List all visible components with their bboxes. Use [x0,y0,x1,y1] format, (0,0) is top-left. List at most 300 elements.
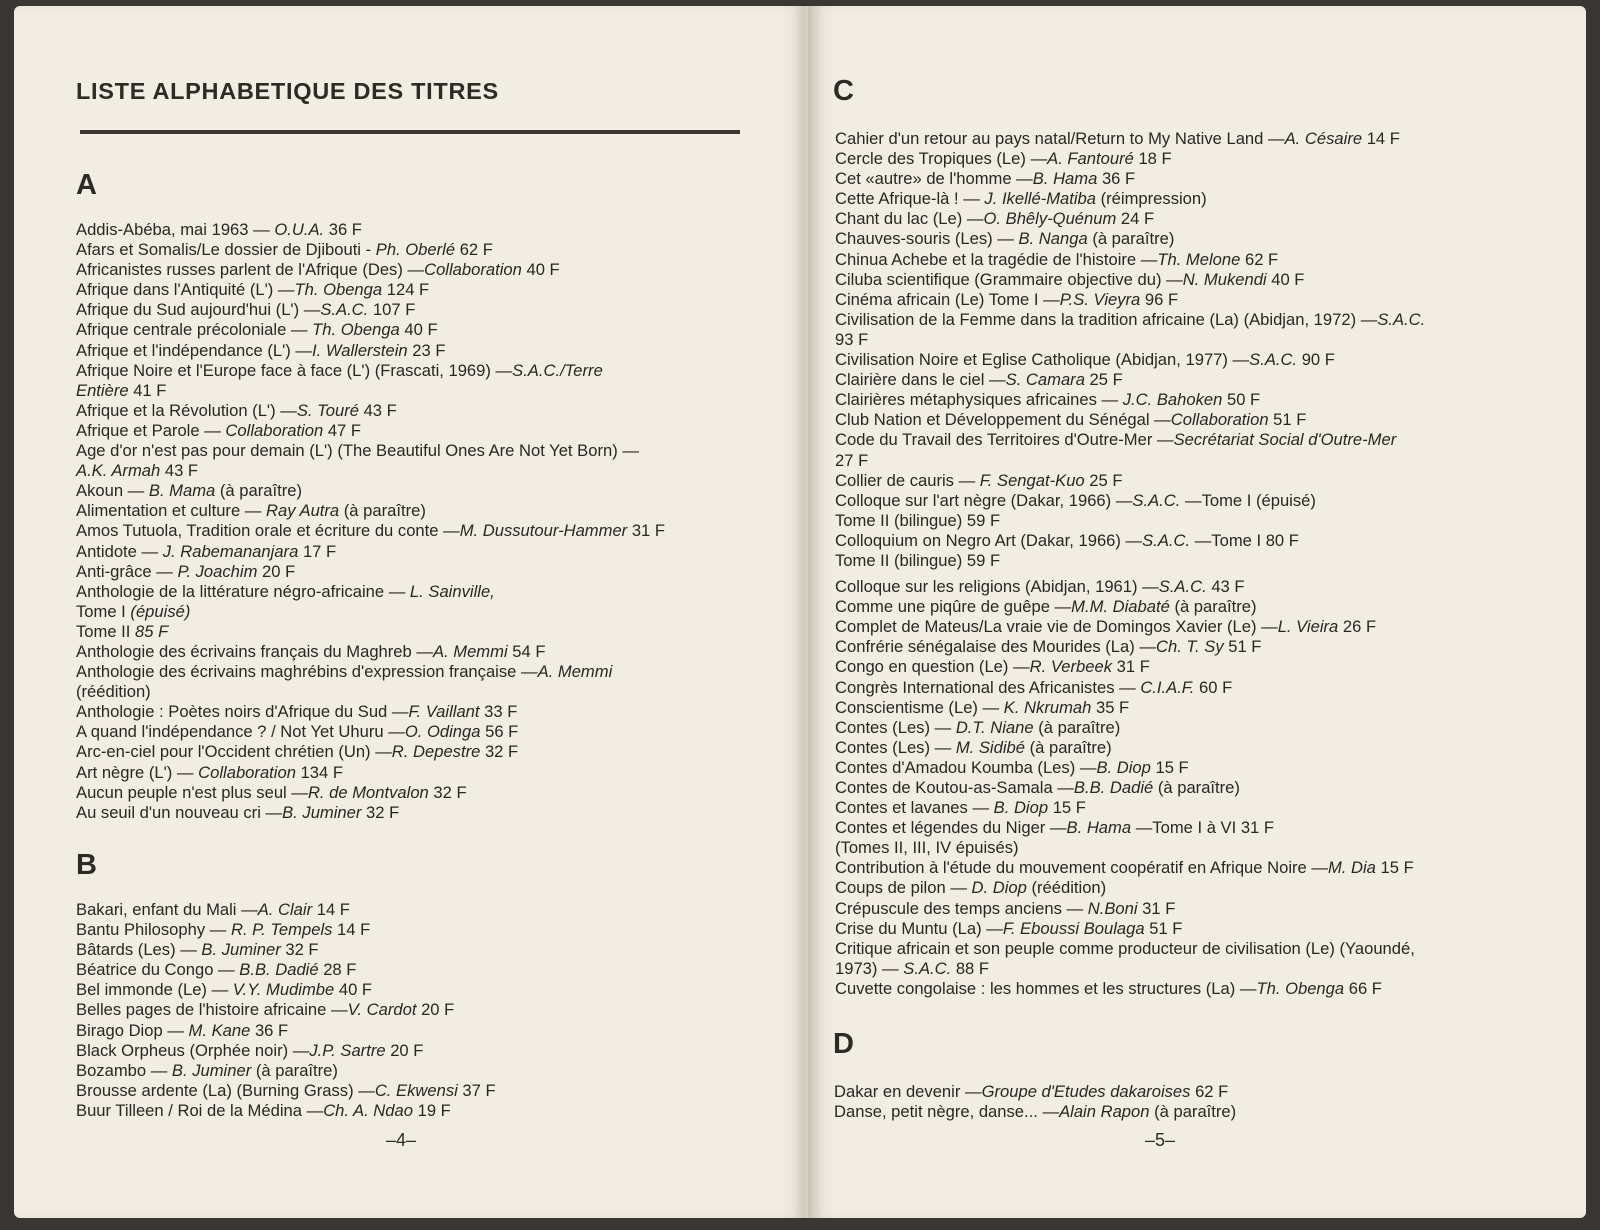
list-item [835,738,1425,758]
entry-author: S.A.C. [1377,309,1426,329]
entry-title: Contes et lavanes — [835,798,994,818]
entry-price: 96 F [1140,289,1179,309]
entry-title: Béatrice du Congo — [76,960,240,980]
list-item [835,698,1425,718]
list-item [76,602,665,622]
entry-title: Cuvette congolaise : les hommes et les structures (La) — [835,978,1257,998]
list-item [76,421,665,441]
entry-title: Confrérie sénégalaise des Mourides (La) — [835,637,1156,657]
entry-title: Coups de pilon — [835,878,972,898]
entry-price: 62 F [1240,249,1279,269]
list-item [76,960,496,980]
list-item [834,1102,1236,1122]
entry-price: 14 F [312,900,350,919]
list-item [835,350,1425,370]
list-item [76,742,665,762]
page-number: –5– [1145,1130,1176,1150]
entry-price: 32 F [280,940,319,960]
entry-price: 19 F [412,1100,451,1120]
list-item [76,361,665,381]
list-item [76,763,665,783]
entry-title: Anthologie des écrivains français du Maghreb — [76,641,433,661]
entry-author: V. Cardot [347,1000,417,1020]
entry-author: M. Dussutour-Hammer [459,521,628,541]
list-item [835,209,1425,229]
list-item [76,260,665,280]
entry-title: Congo en question (Le) — [835,657,1030,677]
entry-author: J. Ikellé-Matiba [984,189,1097,209]
entry-price: 40 F [521,260,560,280]
list-item [835,451,1425,471]
entry-title: Afrique dans l'Antiquité (L') — [76,280,295,300]
list-item [835,149,1425,169]
entry-price: —Tome I 80 F [1190,530,1299,550]
entry-title: Antidote — [76,541,163,561]
section-letter-c: C [833,75,854,107]
entry-price: 43 F [160,461,199,481]
entry-title: Contes (Les) — [835,737,956,757]
entry-title: Afrique Noire et l'Europe face à face (L') (Frascati, 1969) — [76,360,513,380]
entry-author: Secrétariat Social d'Outre-Mer [1173,430,1397,450]
entry-author: P.S. Vieyra [1059,289,1141,309]
section-letter-b: B [76,849,97,881]
entry-list-b [76,900,496,1121]
entry-price: 33 F [479,702,518,722]
entry-author: A. Memmi [432,641,508,661]
entry-title: Afrique et Parole — [76,420,226,440]
list-item [835,577,1425,597]
entry-title: Cinéma africain (Le) Tome I — [835,289,1060,309]
entry-price: —Tome I à VI 31 F [1131,818,1275,838]
list-item [76,940,496,960]
entry-title: Contes (Les) — [835,717,956,737]
page-title: LISTE ALPHABETIQUE DES TITRES [76,78,499,104]
entry-author: A. Memmi [537,662,613,682]
entry-author: Collaboration [225,420,324,440]
entry-author: O. Bhêly-Quénum [983,209,1117,229]
list-item [835,491,1425,511]
entry-author: B. Juminer [282,802,362,822]
entry-author: M. Dia [1327,858,1376,878]
entry-author: L. Sainville, [409,581,495,601]
entry-title: 27 F [835,450,869,470]
entry-author: F. Eboussi Boulaga [1002,918,1145,938]
entry-title: Colloque sur les religions (Abidjan, 1961) — [835,577,1159,597]
list-item [835,919,1425,939]
entry-price: (à paraître) [339,501,426,521]
entry-price: 15 F [1150,757,1189,777]
list-item [835,678,1425,698]
list-item [835,979,1425,999]
entry-author: Ray Autra [266,501,340,521]
entry-title: Tome II (bilingue) 59 F [835,510,1001,530]
list-item [76,682,665,702]
entry-price: (à paraître) [1024,737,1112,757]
entry-author: Th. Melone [1157,249,1241,269]
entry-title: Art nègre (L') — [76,762,199,782]
entry-price: 25 F [1084,370,1123,390]
entry-title: Cette Afrique-là ! — [835,189,985,209]
entry-title: Contribution à l'étude du mouvement coopératif en Afrique Noire — [835,858,1328,878]
entry-price: 37 F [457,1080,496,1100]
list-item [835,818,1425,838]
list-item [835,899,1425,919]
entry-author: A. Clair [257,900,313,919]
entry-price: 20 F [257,561,296,581]
list-item [76,622,665,642]
entry-price: 51 F [1144,918,1183,938]
entry-title: Addis-Abéba, mai 1963 — [76,220,275,239]
list-item [76,280,665,300]
entry-price: 36 F [250,1020,289,1040]
entry-author: Entière [76,380,129,400]
list-item [76,220,665,240]
entry-price: 54 F [507,641,546,661]
entry-title: Afrique et la Révolution (L') — [76,400,297,420]
entry-price: (à paraître) [215,481,302,501]
entry-title: Birago Diop — [76,1020,189,1040]
entry-author: J. Rabemananjara [162,541,299,561]
entry-title: Belles pages de l'histoire africaine — [76,1000,348,1020]
entry-price: 66 F [1344,978,1382,998]
entry-title: Cahier d'un retour au pays natal/Return to My Native Land — [835,129,1285,148]
entry-price: 43 F [1206,577,1245,597]
list-item [76,783,665,803]
entry-title: Crise du Muntu (La) — [835,918,1003,938]
list-item [76,1021,496,1041]
entry-price: 14 F [332,920,371,940]
entry-price: 50 F [1222,390,1261,410]
entry-author: S.A.C. [320,300,369,320]
entry-author: S.A.C. [903,958,952,978]
list-item [835,778,1425,798]
entry-list-d [834,1082,1236,1122]
entry-author: Ph. Oberlé [375,240,456,260]
entry-author: M. Kane [188,1020,251,1040]
entry-author: B.B. Dadié [239,960,319,980]
entry-author: P. Joachim [177,561,258,581]
entry-title: Alimentation et culture — [76,501,266,521]
entry-author: Collaboration [1170,410,1269,430]
entry-list-c [835,129,1425,999]
entry-author: Groupe d'Etudes dakaroises [981,1082,1191,1101]
entry-author: N.Boni [1087,898,1138,918]
entry-title: Chant du lac (Le) — [835,209,984,229]
entry-price: 32 F [361,802,400,822]
list-item [76,900,496,920]
entry-author: V.Y. Mudimbe [232,980,335,1000]
entry-author: S.A.C./Terre [512,360,603,380]
list-item [835,617,1425,637]
entry-title: Age d'or n'est pas pour demain (L') (The Beautiful Ones Are Not Yet Born) — [76,441,639,461]
list-item [76,481,665,501]
entry-price: 41 F [128,380,167,400]
entry-price: 62 F [455,240,493,260]
entry-list-a [76,220,665,823]
list-item [76,320,665,340]
entry-price: 31 F [1137,898,1176,918]
entry-price: 36 F [1097,169,1136,189]
entry-title: Comme une piqûre de guêpe — [835,597,1072,617]
entry-title: Bel immonde (Le) — [76,980,233,1000]
entry-price: 134 F [295,762,343,782]
entry-author: B.B. Dadié [1073,778,1154,797]
entry-price: (à paraître) [1033,717,1121,737]
entry-price: (à paraître) [1169,597,1257,617]
entry-title: Contes d'Amadou Koumba (Les) — [835,757,1097,777]
entry-title: Tome I [76,601,131,621]
entry-title: Anthologie des écrivains maghrébins d'expression française — [76,662,538,682]
entry-title: Bantu Philosophy — [76,920,231,940]
list-item [76,562,665,582]
entry-title: Collier de cauris — [835,470,980,490]
entry-author: (épuisé) [130,601,191,621]
left-page [14,6,808,1218]
entry-author: B. Juminer [171,1060,252,1080]
entry-price: 31 F [1112,657,1150,677]
entry-title: Clairière dans le ciel — [835,370,1006,390]
list-item [76,341,665,361]
entry-price: 31 F [627,521,666,541]
list-item [835,878,1425,898]
entry-title: Cet «autre» de l'homme — [835,169,1033,189]
list-item [835,657,1425,677]
entry-author: B. Hama [1032,169,1098,189]
entry-title: Bâtards (Les) — [76,940,202,960]
entry-author: Alain Rapon [1059,1102,1150,1122]
list-item [76,1000,496,1020]
entry-price: 47 F [323,420,362,440]
entry-author: L. Vieira [1277,617,1339,637]
list-item [835,250,1425,270]
list-item [76,1041,496,1061]
list-item [835,939,1425,959]
entry-price: —Tome I (épuisé) [1180,490,1316,510]
entry-price: 23 F [407,340,446,360]
list-item [76,582,665,602]
entry-title: Club Nation et Développement du Sénégal — [835,410,1171,430]
entry-title: Black Orpheus (Orphée noir) — [76,1040,310,1060]
entry-title: (réédition) [76,682,151,702]
entry-title: Contes de Koutou-as-Samala — [835,778,1074,797]
list-item [835,330,1425,350]
list-item [835,511,1425,531]
entry-price: 56 F [480,722,519,742]
list-item [835,430,1425,450]
entry-author: Collaboration [198,762,296,782]
entry-title: Crépuscule des temps anciens — [835,898,1088,918]
entry-title: Cercle des Tropiques (Le) — [835,149,1048,169]
entry-price: 62 F [1190,1082,1229,1101]
list-item [835,471,1425,491]
entry-price: 18 F [1133,149,1172,169]
entry-title: Afrique du Sud aujourd'hui (L') — [76,300,321,320]
entry-title: (Tomes II, III, IV épuisés) [835,838,1019,858]
entry-title: Afars et Somalis/Le dossier de Djibouti - [76,240,376,260]
entry-author: S.A.C. [1249,350,1298,370]
entry-author: B. Hama [1066,818,1132,838]
list-item [76,803,665,823]
entry-title: 93 F [835,329,869,349]
entry-price: 14 F [1362,129,1400,148]
entry-title: Afrique centrale précoloniale — [76,320,313,340]
entry-author: C. Ekwensi [374,1080,458,1100]
entry-price: 25 F [1084,470,1123,490]
list-item [835,290,1425,310]
entry-author: J.P. Sartre [309,1040,386,1060]
list-item [835,410,1425,430]
list-item [835,838,1425,858]
entry-author: S. Camara [1005,370,1085,390]
entry-title: Ciluba scientifique (Grammaire objective du) — [835,269,1183,289]
entry-author: F. Vaillant [408,702,480,722]
entry-title: Danse, petit nègre, danse... — [834,1102,1060,1122]
entry-author: S. Touré [296,400,359,420]
entry-price: 36 F [324,220,362,239]
section-letter-a: A [76,169,97,201]
entry-price: (à paraître) [1153,778,1240,797]
entry-author: Th. Obenga [1256,978,1345,998]
list-item [835,531,1425,551]
entry-price: 88 F [951,958,990,978]
list-item [76,381,665,401]
list-item [76,401,665,421]
entry-author: S.A.C. [1132,490,1181,510]
entry-title: A quand l'indépendance ? / Not Yet Uhuru — [76,722,405,742]
entry-author: K. Nkrumah [1003,697,1092,717]
entry-author: B. Juminer [201,940,281,960]
entry-price: 40 F [1266,269,1305,289]
list-item [835,189,1425,209]
entry-title: Colloquium on Negro Art (Dakar, 1966) — [835,530,1143,550]
entry-price: 40 F [334,980,373,1000]
entry-author: O. Odinga [404,722,481,742]
list-item [835,551,1425,571]
entry-title: Chauves-souris (Les) — [835,229,1019,249]
entry-price: 28 F [318,960,357,980]
list-item [835,390,1425,410]
entry-title: Civilisation Noire et Eglise Catholique (Abidjan, 1977) — [835,350,1250,370]
list-item [76,642,665,662]
entry-author: M. Sidibé [955,737,1025,757]
entry-author: B. Nanga [1018,229,1088,249]
entry-title: Conscientisme (Le) — [835,697,1004,717]
section-letter-d: D [833,1028,854,1060]
entry-price: 24 F [1116,209,1155,229]
list-item [76,662,665,682]
entry-author: B. Diop [1096,757,1151,777]
list-item [835,758,1425,778]
entry-author: S.A.C. [1158,577,1207,597]
entry-title: Aucun peuple n'est plus seul — [76,782,308,802]
entry-price: 15 F [1375,858,1414,878]
entry-author: R. Verbeek [1029,657,1113,677]
list-item [835,798,1425,818]
entry-author: D. Diop [971,878,1027,898]
entry-author: O.U.A. [274,220,325,239]
list-item [76,300,665,320]
entry-author: R. de Montvalon [307,782,429,802]
list-item [76,920,496,940]
entry-price: 107 F [368,300,416,320]
entry-title: Complet de Mateus/La vraie vie de Domingos Xavier (Le) — [835,617,1278,637]
entry-title: Contes et légendes du Niger — [835,818,1067,838]
page-number: –4– [386,1130,417,1150]
entry-title: Chinua Achebe et la tragédie de l'histoire — [835,249,1158,269]
list-item [835,718,1425,738]
entry-price: (à paraître) [1087,229,1175,249]
list-item [835,858,1425,878]
entry-title: Brousse ardente (La) (Burning Grass) — [76,1080,375,1100]
entry-author: Ch. A. Ndao [323,1100,413,1120]
list-item [76,441,665,461]
list-item [76,980,496,1000]
entry-title: Buur Tilleen / Roi de la Médina — [76,1100,324,1120]
list-item [76,1081,496,1101]
entry-title: Bozambo — [76,1060,172,1080]
entry-price: 20 F [416,1000,455,1020]
entry-price: 90 F [1297,350,1335,370]
entry-title: Anthologie de la littérature négro-africaine — [76,581,410,601]
list-item [76,461,665,481]
entry-author: D.T. Niane [955,717,1034,737]
entry-title: 1973) — [835,958,904,978]
entry-title: Civilisation de la Femme dans la tradition africaine (La) (Abidjan, 1972) — [835,309,1378,329]
list-item [76,240,665,260]
entry-title: Africanistes russes parlent de l'Afrique (Des) — [76,260,425,280]
title-divider [80,130,740,134]
right-page [808,6,1586,1218]
entry-author: R. P. Tempels [230,920,333,940]
list-item [835,959,1425,979]
entry-price: 51 F [1223,637,1262,657]
entry-price: 32 F [428,782,467,802]
list-item [835,637,1425,657]
list-item [835,310,1425,330]
entry-title: Akoun — [76,481,149,501]
entry-author: S.A.C. [1142,530,1191,550]
list-item [76,1061,496,1081]
entry-price: 32 F [480,742,519,762]
list-item [835,270,1425,290]
entry-author: A.K. Armah [76,461,161,481]
entry-price: (à paraître) [251,1060,338,1080]
list-item [76,702,665,722]
entry-title: Congrès International des Africanistes — [835,677,1141,697]
entry-author: C.I.A.F. [1140,677,1195,697]
list-item [835,370,1425,390]
entry-title: Anthologie : Poètes noirs d'Afrique du Sud — [76,702,409,722]
entry-author: Collaboration [424,260,522,280]
entry-author: F. Sengat-Kuo [979,470,1085,490]
list-item [76,521,665,541]
list-item [76,501,665,521]
entry-title: Arc-en-ciel pour l'Occident chrétien (Un) — [76,742,392,762]
entry-price: (réimpression) [1096,189,1207,209]
entry-author: M.M. Diabaté [1071,597,1170,617]
entry-price: 124 F [382,280,430,300]
entry-author: R. Depestre [391,742,481,762]
entry-author: A. Césaire [1284,129,1363,148]
entry-title: Code du Travail des Territoires d'Outre-Mer — [835,430,1174,450]
entry-price: 20 F [385,1040,424,1060]
entry-price: (réédition) [1026,878,1107,898]
entry-author: Ch. T. Sy [1155,637,1224,657]
entry-price: 35 F [1091,697,1130,717]
entry-author: I. Wallerstein [312,340,408,360]
entry-title: Clairières métaphysiques africaines — [835,390,1123,410]
entry-title: Afrique et l'indépendance (L') — [76,340,313,360]
